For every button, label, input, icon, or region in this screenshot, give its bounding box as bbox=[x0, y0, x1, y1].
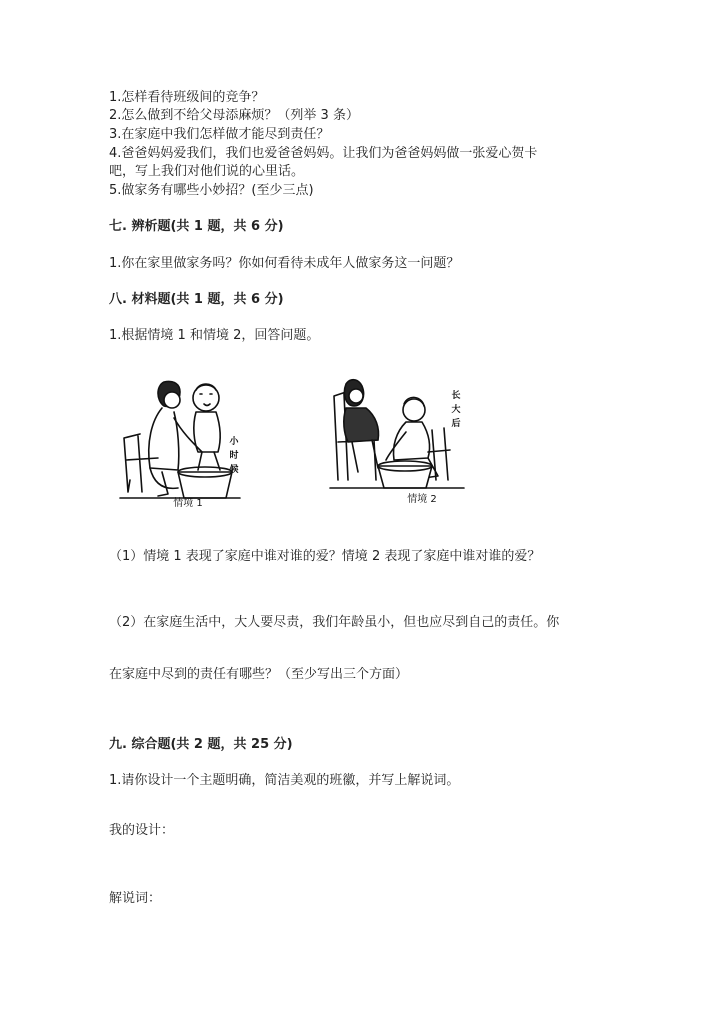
section-8-question-1: 1.根据情境 1 和情境 2，回答问题。 bbox=[109, 328, 320, 343]
question-1: 1.怎样看待班级间的竞争？ bbox=[109, 90, 265, 105]
scenario-1-side-text-2: 时 bbox=[229, 451, 239, 461]
scenario-2-side-text-1: 长 bbox=[451, 391, 461, 401]
scenario-1-side-text-1: 小 bbox=[229, 437, 239, 447]
section-7-heading: 七. 辨析题(共 1 题，共 6 分) bbox=[109, 219, 284, 234]
question-5: 5.做家务有哪些小妙招？(至少三点) bbox=[109, 183, 314, 198]
scenario-1-side-text-3: 候 bbox=[229, 465, 239, 475]
section-8-sub-question-1: （1）情境 1 表现了家庭中谁对谁的爱？情境 2 表现了家庭中谁对谁的爱？ bbox=[109, 549, 541, 564]
scenario-1-caption: 情境 1 bbox=[173, 498, 203, 508]
section-8-sub-question-2-continued: 在家庭中尽到的责任有哪些？（至少写出三个方面） bbox=[109, 667, 409, 682]
question-3: 3.在家庭中我们怎样做才能尽到责任？ bbox=[109, 127, 330, 142]
my-design-label: 我的设计： bbox=[109, 823, 175, 838]
section-8-sub-question-2: （2）在家庭生活中，大人要尽责，我们年龄虽小，但也应尽到自己的责任。你 bbox=[109, 615, 560, 630]
scenario-1-illustration bbox=[118, 372, 244, 508]
section-8-heading: 八. 材料题(共 1 题，共 6 分) bbox=[109, 292, 284, 307]
question-4-continued: 吧，写上我们对他们说的心里话。 bbox=[109, 164, 305, 179]
scenario-2-side-text-2: 大 bbox=[451, 405, 461, 415]
question-2: 2.怎么做到不给父母添麻烦？（列举 3 条） bbox=[109, 108, 359, 123]
section-9-heading: 九. 综合题(共 2 题，共 25 分) bbox=[109, 737, 293, 752]
explanation-label: 解说词： bbox=[109, 891, 162, 906]
scenario-2-side-text-3: 后 bbox=[451, 419, 461, 429]
scenario-2-caption: 情境 2 bbox=[407, 494, 437, 505]
section-9-question-1: 1.请你设计一个主题明确，简洁美观的班徽，并写上解说词。 bbox=[109, 773, 460, 788]
question-4: 4.爸爸妈妈爱我们，我们也爱爸爸妈妈。让我们为爸爸妈妈做一张爱心贺卡 bbox=[109, 146, 538, 161]
scenario-2-illustration bbox=[328, 372, 468, 508]
section-7-question-1: 1.你在家里做家务吗？你如何看待未成年人做家务这一问题？ bbox=[109, 256, 460, 271]
